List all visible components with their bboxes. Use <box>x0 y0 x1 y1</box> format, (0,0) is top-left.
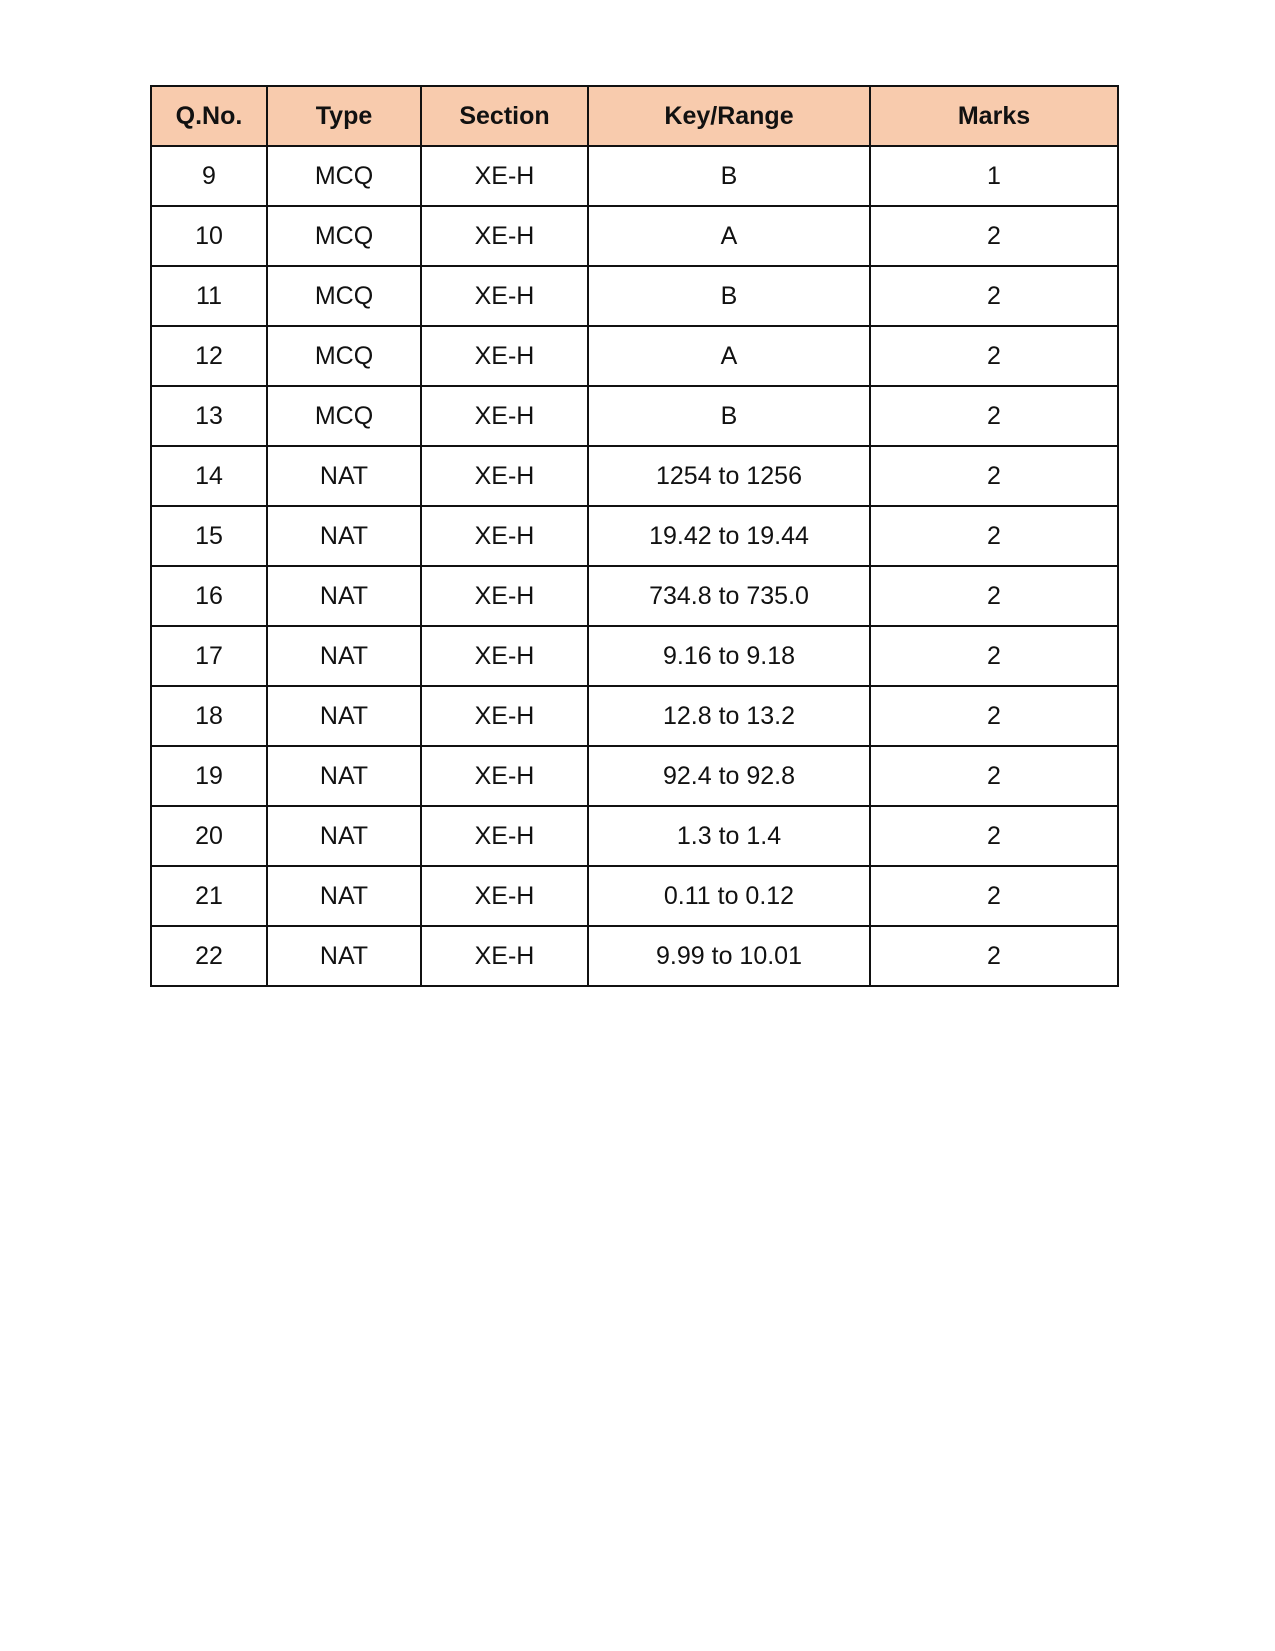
table-header <box>151 86 1118 146</box>
cell-type: NAT <box>267 446 421 506</box>
cell-type: NAT <box>267 686 421 746</box>
header-type: Type <box>267 86 421 146</box>
cell-marks: 2 <box>870 746 1118 806</box>
cell-section: XE-H <box>421 446 588 506</box>
cell-marks: 1 <box>870 146 1118 206</box>
cell-type: NAT <box>267 806 421 866</box>
table-body <box>151 146 1118 986</box>
cell-section: XE-H <box>421 926 588 986</box>
cell-qno: 18 <box>151 686 267 746</box>
table-row <box>151 266 1118 326</box>
cell-qno: 10 <box>151 206 267 266</box>
cell-key-range: 19.42 to 19.44 <box>588 506 870 566</box>
table-row <box>151 746 1118 806</box>
cell-key-range: A <box>588 326 870 386</box>
table-row <box>151 566 1118 626</box>
cell-key-range: 1254 to 1256 <box>588 446 870 506</box>
table-row <box>151 386 1118 446</box>
cell-marks: 2 <box>870 926 1118 986</box>
cell-qno: 21 <box>151 866 267 926</box>
cell-type: NAT <box>267 746 421 806</box>
cell-marks: 2 <box>870 326 1118 386</box>
table-row <box>151 146 1118 206</box>
header-section: Section <box>421 86 588 146</box>
cell-section: XE-H <box>421 806 588 866</box>
table-row <box>151 626 1118 686</box>
cell-type: MCQ <box>267 146 421 206</box>
cell-section: XE-H <box>421 326 588 386</box>
table-row <box>151 806 1118 866</box>
table-row <box>151 446 1118 506</box>
cell-section: XE-H <box>421 146 588 206</box>
cell-key-range: 9.99 to 10.01 <box>588 926 870 986</box>
cell-type: NAT <box>267 926 421 986</box>
cell-marks: 2 <box>870 626 1118 686</box>
cell-key-range: B <box>588 146 870 206</box>
cell-section: XE-H <box>421 386 588 446</box>
cell-type: MCQ <box>267 266 421 326</box>
cell-qno: 11 <box>151 266 267 326</box>
cell-marks: 2 <box>870 806 1118 866</box>
cell-type: NAT <box>267 506 421 566</box>
cell-key-range: A <box>588 206 870 266</box>
cell-key-range: 9.16 to 9.18 <box>588 626 870 686</box>
cell-qno: 22 <box>151 926 267 986</box>
cell-type: NAT <box>267 866 421 926</box>
cell-marks: 2 <box>870 506 1118 566</box>
cell-qno: 20 <box>151 806 267 866</box>
cell-qno: 15 <box>151 506 267 566</box>
cell-marks: 2 <box>870 446 1118 506</box>
table-row <box>151 866 1118 926</box>
header-marks: Marks <box>870 86 1118 146</box>
cell-marks: 2 <box>870 206 1118 266</box>
header-key-range: Key/Range <box>588 86 870 146</box>
cell-qno: 14 <box>151 446 267 506</box>
cell-qno: 16 <box>151 566 267 626</box>
cell-type: MCQ <box>267 326 421 386</box>
cell-key-range: B <box>588 386 870 446</box>
cell-key-range: 92.4 to 92.8 <box>588 746 870 806</box>
header-row <box>151 86 1118 146</box>
cell-key-range: 734.8 to 735.0 <box>588 566 870 626</box>
cell-section: XE-H <box>421 266 588 326</box>
cell-section: XE-H <box>421 866 588 926</box>
cell-qno: 17 <box>151 626 267 686</box>
cell-type: MCQ <box>267 386 421 446</box>
cell-type: NAT <box>267 566 421 626</box>
table-row <box>151 926 1118 986</box>
cell-marks: 2 <box>870 566 1118 626</box>
answer-key-table <box>150 85 1119 987</box>
table-row <box>151 686 1118 746</box>
cell-section: XE-H <box>421 566 588 626</box>
cell-key-range: B <box>588 266 870 326</box>
cell-marks: 2 <box>870 866 1118 926</box>
cell-key-range: 1.3 to 1.4 <box>588 806 870 866</box>
table-row <box>151 326 1118 386</box>
table-row <box>151 506 1118 566</box>
cell-type: NAT <box>267 626 421 686</box>
table-row <box>151 206 1118 266</box>
cell-qno: 19 <box>151 746 267 806</box>
cell-section: XE-H <box>421 626 588 686</box>
cell-key-range: 12.8 to 13.2 <box>588 686 870 746</box>
cell-marks: 2 <box>870 386 1118 446</box>
cell-qno: 12 <box>151 326 267 386</box>
cell-section: XE-H <box>421 746 588 806</box>
cell-qno: 9 <box>151 146 267 206</box>
cell-type: MCQ <box>267 206 421 266</box>
header-qno: Q.No. <box>151 86 267 146</box>
cell-key-range: 0.11 to 0.12 <box>588 866 870 926</box>
cell-marks: 2 <box>870 686 1118 746</box>
cell-section: XE-H <box>421 206 588 266</box>
cell-section: XE-H <box>421 506 588 566</box>
cell-section: XE-H <box>421 686 588 746</box>
cell-qno: 13 <box>151 386 267 446</box>
cell-marks: 2 <box>870 266 1118 326</box>
